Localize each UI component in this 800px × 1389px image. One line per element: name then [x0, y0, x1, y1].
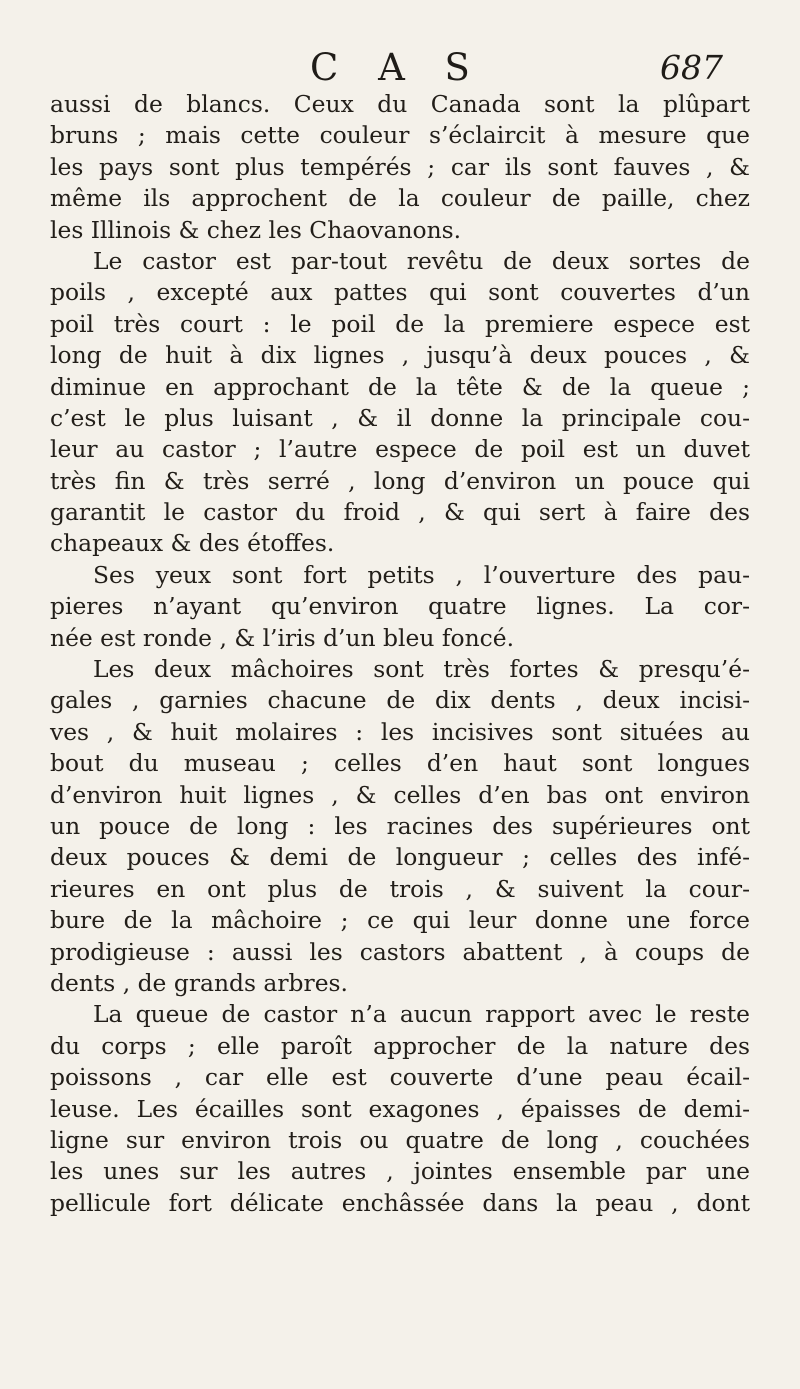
text-line: La queue de castor n’a aucun rapport avec le reste: [93, 1000, 750, 1029]
text-line: ligne sur environ trois ou quatre de long , couchées: [50, 1125, 750, 1154]
text-line: ves , & huit molaires : les incisives sont situées au: [50, 717, 750, 746]
text-line: Le castor est par-tout revêtu de deux sortes de: [93, 246, 750, 275]
text-line: leur au castor ; l’autre espece de poil est un duvet: [50, 435, 750, 464]
text-line: diminue en approchant de la tête & de la queue ;: [50, 372, 750, 401]
text-line: très fin & très serré , long d’environ un pouce qui: [50, 466, 750, 495]
text-line: pieres n’ayant qu’environ quatre lignes. La cor-: [50, 592, 750, 621]
text-line: Les deux mâchoires sont très fortes & presqu’é-: [93, 655, 750, 684]
text-line: bure de la mâchoire ; ce qui leur donne une force: [50, 906, 750, 935]
text-line: d’environ huit lignes , & celles d’en bas ont environ: [50, 780, 750, 809]
text-line: prodigieuse : aussi les castors abattent , à coups de: [50, 937, 750, 966]
text-line: les pays sont plus tempérés ; car ils sont fauves , &: [50, 152, 750, 181]
text-line: gales , garnies chacune de dix dents , deux incisi-: [50, 686, 750, 715]
text-line: deux pouces & demi de longueur ; celles des infé-: [50, 843, 750, 872]
text-line: long de huit à dix lignes , jusqu’à deux pouces , &: [50, 341, 750, 370]
text-line: garantit le castor du froid , & qui sert à faire des: [50, 498, 750, 527]
text-line: leuse. Les écailles sont exagones , épaisses de demi-: [50, 1094, 750, 1123]
running-head: C A S: [310, 46, 484, 89]
text-line: pellicule fort délicate enchâssée dans la peau , dont: [50, 1188, 750, 1217]
text-line: c’est le plus luisant , & il donne la principale cou-: [50, 403, 750, 432]
text-line: bruns ; mais cette couleur s’éclaircit à mesure que: [50, 121, 750, 150]
page-header: [0, 40, 800, 96]
text-line: les unes sur les autres , jointes ensemble par une: [50, 1157, 750, 1186]
body-text: [50, 89, 750, 1219]
text-line: même ils approchent de la couleur de paille, chez: [50, 184, 750, 213]
text-line: poil très court : le poil de la premiere espece est: [50, 309, 750, 338]
text-line: poils , excepté aux pattes qui sont couvertes d’un: [50, 278, 750, 307]
text-line: rieures en ont plus de trois , & suivent la cour-: [50, 874, 750, 903]
text-line: du corps ; elle paroît approcher de la nature des: [50, 1031, 750, 1060]
text-line: dents , de grands arbres.: [50, 968, 348, 997]
page-number: 687: [660, 48, 723, 87]
text-line: bout du museau ; celles d’en haut sont longues: [50, 749, 750, 778]
text-line: aussi de blancs. Ceux du Canada sont la plûpart: [50, 90, 750, 118]
text-line: Ses yeux sont fort petits , l’ouverture des pau-: [93, 560, 750, 589]
text-line: un pouce de long : les racines des supérieures ont: [50, 811, 750, 840]
text-line: poissons , car elle est couverte d’une peau écail-: [50, 1063, 750, 1092]
text-line: les Illinois & chez les Chaovanons.: [50, 215, 462, 244]
text-line: chapeaux & des étoffes.: [50, 529, 335, 558]
text-line: née est ronde , & l’iris d’un bleu foncé.: [50, 623, 515, 652]
